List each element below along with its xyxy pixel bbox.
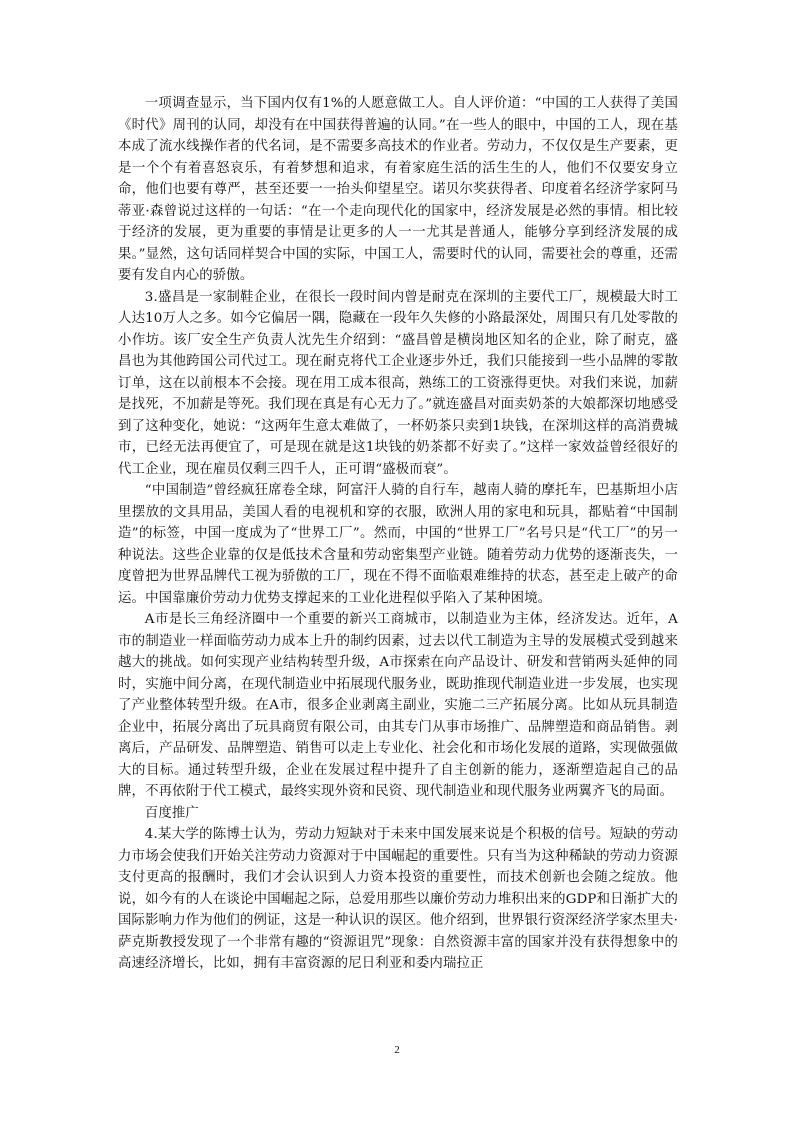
document-body [118,93,678,975]
paragraph-city-a: A市是长三角经济圈中一个重要的新兴工商城市，以制造业为主体，经济发达。近年，A市的制造业一样面临劳动力成本上升的制约因素，过去以代工制造为主导的发展模式受到越来越大的挑战。如何实现产业结构转型升级，A市探索在向产品设计、研发和营销两头延伸的同时，实施中间分离，在现代制造业中拓展现代服务业，既助推现代制造业进一步发展，也实现了产业整体转型升级。在A市，很多企业剥离主副业，实施二三产拓展分离。比如从玩具制造企业中，拓展分离出了玩具商贸有限公司，由其专门从事市场推广、品牌塑造和商品销售。剥离后，产品研发、品牌塑造、销售可以走上专业化、社会化和市场化发展的道路，实现做强做大的目标。通过转型升级，企业在发展过程中提升了自主创新的能力，逐渐塑造起自己的品牌，不再依附于代工模式，最终实现外资和民资、现代制造业和现代服务业两翼齐飞的局面。 [118,612,678,799]
paragraph-baidu-promo: 百度推广 [144,805,199,821]
paragraph-worker-survey: 一项调查显示，当下国内仅有1%的人愿意做工人。自人评价道：“中国的工人获得了美国《时代》周刊的认同，却没有在中国获得普遍的认同。”在一些人的眼中，中国的工人，现在基本成了流水线操作者的代名词，是不需要多高技术的作业者。劳动力，不仅仅是生产要素，更是一个个有着喜怒哀乐，有着梦想和追求，有着家庭生活的活生生的人，他们不仅要安身立命，他们也要有尊严，甚至还要一一抬头仰望星空。诺贝尔奖获得者、印度着名经济学家阿马蒂亚·森曾说过这样的一句话：“在一个走向现代化的国家中，经济发展是必然的事情。相比较于经济的发展，更为重要的事情是让更多的人一一尤其是普通人，能够分享到经济发展的成果。”显然，这句话同样契合中国的实际，中国工人，需要时代的认同，需要社会的尊重，还需要有发自内心的骄傲。 [118,96,678,283]
paragraph-dr-chen: 4.某大学的陈博士认为，劳动力短缺对于未来中国发展来说是个积极的信号。短缺的劳动力市场会使我们开始关注劳动力资源对于中国崛起的重要性。只有当为这种稀缺的劳动力资源支付更高的报酬时，我们才会认识到人力资本投资的重要性，而技术创新也会随之绽放。他说，如今有的人在谈论中国崛起之际，总爱用那些以廉价劳动力堆积出来的GDP和日渐扩大的国际影响力作为他们的例证，这是一种认识的误区。他介绍到，世界银行资深经济学家杰里夫·萨克斯教授发现了一个非常有趣的“资源诅咒”现象：自然资源丰富的国家并没有获得想象中的高速经济增长，比如，拥有丰富资源的尼日利亚和委内瑞拉正 [118,827,678,971]
page-number: 2 [394,1044,400,1056]
paragraph-shengchang: 3.盛昌是一家制鞋企业，在很长一段时间内曾是耐克在深圳的主要代工厂，规模最大时工人达10万人之多。如今它偏居一隅，隐藏在一段年久失修的小路最深处，周围只有几处零散的小作坊。该厂安全生产负责人沈先生介绍到：“盛昌曾是横岗地区知名的企业，除了耐克，盛昌也为其他跨国公司代过工。现在耐克将代工企业逐步外迁，我们只能接到一些小品牌的零散订单，这在以前根本不会接。现在用工成本很高，熟练工的工资涨得更快。对我们来说，加薪是找死，不加薪是等死。我们现在真是有心无力了。”就连盛昌对面卖奶茶的大娘都深切地感受到了这种变化，她说：“这两年生意太难做了，一杯奶茶只卖到1块钱，在深圳这样的高消费城市，已经无法再便宜了，可是现在就是这1块钱的奶茶都不好卖了。”这样一家效益曾经很好的代工企业，现在雇员仅剩三四千人，正可谓“盛极而衰”。 [118,289,678,477]
paragraph-made-in-china: “中国制造”曾经疯狂席卷全球，阿富汗人骑的自行车，越南人骑的摩托车，巴基斯坦小店里摆放的文具用品，美国人看的电视机和穿的衣服，欧洲人用的家电和玩具，都贴着“中国制造”的标签，中国一度成为了“世界工厂”。然而，中国的“世界工厂”名号只是“代工厂”的另一种说法。这些企业靠的仅是低技术含量和劳动密集型产业链。随着劳动力优势的逐渐丧失，一度曾把为世界品牌代工视为骄傲的工厂，现在不得不面临艰难维持的状态，甚至走上破产的命运。中国靠廉价劳动力优势支撑起来的工业化进程似乎陷入了某种困境。 [118,483,678,606]
